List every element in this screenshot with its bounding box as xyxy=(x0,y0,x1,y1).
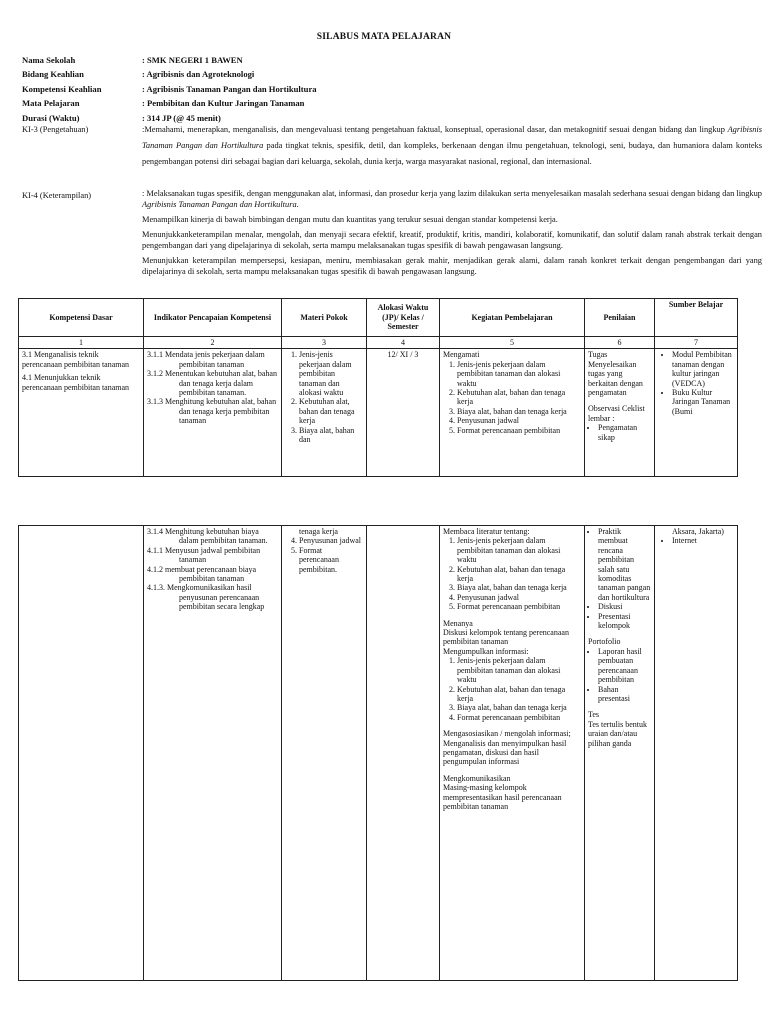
header-kegiatan: Kegiatan Pembelajaran xyxy=(440,299,585,337)
silabus-table-bottom xyxy=(18,525,738,981)
ipk-cell: 3.1.1 Mendata jenis pekerjaan dalam pembibitan tanaman 3.1.2 Menentukan kebutuhan alat, bahan dan tenaga kerja dalam pembibitan tanaman. 3.1.3 Menghitung kebutuhan alat, bahan dan tenaga kerja pembibitan tanaman xyxy=(144,349,282,477)
kd-cell-continued xyxy=(19,526,144,981)
ki3-label: KI-3 (Pengetahuan) xyxy=(22,125,89,134)
table-row xyxy=(19,349,738,477)
table-number-row: 1 2 3 4 5 6 7 xyxy=(19,337,738,349)
ki3-text: :Memahami, menerapkan, menganalisis, dan mengevaluasi tentang pengetahuan faktual, konseptual, operasional dasar, dan metakognitif sesuai dengan bidang dan lingkup Agribisnis Tanaman Pangan dan Hortikultura pada tingkat teknis, spesifik, detil, dan kompleks, berkenaan dengan ilmu pengetahuan, teknologi, seni, budaya, dan humaniora dalam konteks pengembangan potensi diri sebagai bagian dari keluarga, sekolah, dunia kerja, warga masyarakat nasional, regional, dan internasional. xyxy=(142,125,762,166)
materi-cell-continued: tenaga kerja 4. Penyusunan jadwal 5. Format perencanaan pembibitan. xyxy=(282,526,367,981)
header-sumber-belajar: Sumber Belajar xyxy=(655,299,738,337)
document-title: SILABUS MATA PELAJARAN xyxy=(316,32,452,42)
kegiatan-cell-continued: Membaca literatur tentang: 1. Jenis-jenis pekerjaan dalam pembibitan tanaman dan alokasi waktu 2. Kebutuhan alat, bahan dan tenaga kerja 3. Biaya alat, bahan dan tenaga kerja 4. Penyusunan jadwal 5. Format perencanaan pembibitan Menanya Diskusi kelompok tentang perencanaan pembibitan tanaman Mengumpulkan informasi: 1. Jenis-jenis pekerjaan dalam pembibitan tanaman dan alokasi waktu 2. Kebutuhan alat, bahan dan tenaga kerja 3. Biaya alat, bahan dan tenaga kerja 4. Format perencanaan pembibitan Mengasosiasikan / mengolah informasi; Menganalisis dan menyimpulkan hasil pengamatan, diskusi dan hasil pengumpulan informasi Mengkomunikasikan Masing-masing kelompok mempresentasikan hasil perencanaan pembibitan tanaman xyxy=(440,526,585,981)
header-penilaian: Penilaian xyxy=(585,299,655,337)
penilaian-cell: Tugas Menyelesaikan tugas yang berkaitan dengan pengamatan Observasi Ceklist lembar : • Pengamatan sikap xyxy=(585,349,655,477)
alokasi-cell: 12/ XI / 3 xyxy=(367,349,440,477)
header-alokasi-waktu: Alokasi Waktu (JP)/ Kelas / Semester xyxy=(367,299,440,337)
materi-cell: 1. Jenis-jenis pekerjaan dalam pembibitan tanaman dan alokasi waktu 2. Kebutuhan alat, bahan dan tenaga kerja 3. Biaya alat, bahan dan xyxy=(282,349,367,477)
header-materi-pokok: Materi Pokok xyxy=(282,299,367,337)
kd-cell: 3.1 Menganalisis teknik perencanaan pembibitan tanaman 4.1 Menunjukkan teknik perencanaan pembibitan tanaman xyxy=(19,349,144,477)
sumber-cell: • Modul Pembibitan tanaman dengan kultur jaringan (VEDCA) • Buku Kultur Jaringan Tanaman (Bumi xyxy=(655,349,738,477)
ki4-label: KI-4 (Keterampilan) xyxy=(22,191,92,200)
ipk-cell-continued: 3.1.4 Menghitung kebutuhan biaya dalam pembibitan tanaman. 4.1.1 Menyusun jadwal pembibitan tanaman 4.1.2 membuat perencanaan biaya pembibitan tanaman 4.1.3. Mengkomunikasikan hasil penyusunan perencanaan pembibitan secara lengkap xyxy=(144,526,282,981)
table-header-row xyxy=(19,299,738,337)
header-indikator: Indikator Pencapaian Kompetensi xyxy=(144,299,282,337)
table-row xyxy=(19,526,738,981)
sumber-cell-continued: Aksara, Jakarta) • Internet xyxy=(655,526,738,981)
ki4-text: : Melaksanakan tugas spesifik, dengan menggunakan alat, informasi, dan prosedur kerja yang lazim dilakukan serta menyelesaikan masalah sederhana sesuai dengan bidang dan lingkup Agribisnis Tanaman Pangan dan Hortikultura. Menampilkan kinerja di bawah bimbingan dengan mutu dan kuantitas yang terukur sesuai dengan standar kompetensi kerja. Menunjukkanketerampilan menalar, mengolah, dan menyaji secara efektif, kreatif, produktif, kritis, mandiri, kolaboratif, komunikatif, dan solutif dalam ranah abstrak terkait dengan pengembangan dari yang dipelajarinya di sekolah, serta mampu melaksanakan tugas spesifik di bawah pengawasan langsung. Menunjukkan keterampilan mempersepsi, kesiapan, meniru, membiasakan gerak mahir, menjadikan gerak alami, dalam ranah konkret terkait dengan pengembangan dari yang dipelajarinya di sekolah, serta mampu melaksanakan tugas spesifik di bawah pengawasan langsung. xyxy=(142,189,762,276)
kegiatan-cell: Mengamati 1. Jenis-jenis pekerjaan dalam pembibitan tanaman dan alokasi waktu 2. Kebutuhan alat, bahan dan tenaga kerja 3. Biaya alat, bahan dan tenaga kerja 4. Penyusunan jadwal 5. Format perencanaan pembibitan xyxy=(440,349,585,477)
silabus-table-top xyxy=(18,298,738,477)
header-kompetensi-dasar: Kompetensi Dasar xyxy=(19,299,144,337)
penilaian-cell-continued: • Praktik membuat rencana pembibitan salah satu komoditas tanaman pangan dan hortikultura • Diskusi • Presentasi kelompok Portofolio • Laporan hasil pembuatan perencanaan pembibitan • Bahan presentasi Tes Tes tertulis bentuk uraian dan/atau pilihan ganda xyxy=(585,526,655,981)
alokasi-cell-continued xyxy=(367,526,440,981)
